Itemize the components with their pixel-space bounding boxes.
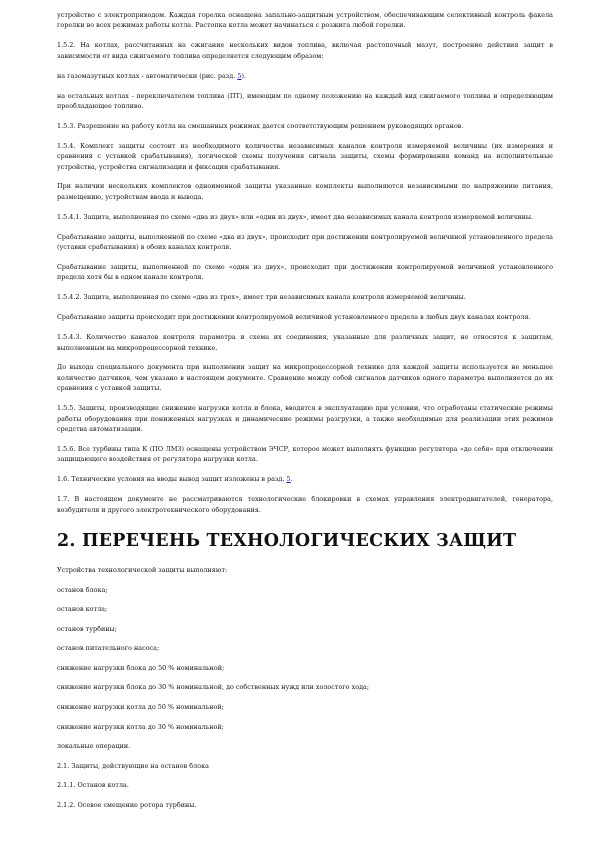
paragraph: Срабатывание защиты, выполненной по схеме «один из двух», происходит при достижении контролируемой величиной установленного предела хотя бы в одном канале контроля. — [57, 263, 553, 282]
list-item: снижение нагрузки блока до 30 % номинальной, до собственных нужд или холостого хода; — [57, 683, 370, 692]
paragraph-text: ). — [241, 71, 247, 80]
paragraph: Срабатывание защиты, выполненной по схеме «два из двух», происходит при достижении контролируемой величиной установленного предела (уставки срабатывания) в обоих каналах контроля. — [57, 232, 553, 252]
list-item: останов турбины; — [57, 624, 117, 633]
paragraph: 1.5.4.2. Защита, выполненная по схеме «два из трех», имеет три независимых канала контроля измеряемой величины. — [57, 293, 466, 302]
list-intro: Устройства технологической защиты выполняют: — [57, 565, 228, 574]
section-link[interactable]: 5 — [286, 475, 291, 484]
paragraph: 1.5.2. На котлах, рассчитанных на сжигание нескольких видов топлива, включая растопочный мазут, построение действия защит в зависимости от вида сжигаемого топлива определяется следующим образом: — [57, 41, 553, 60]
paragraph: 1.5.4.3. Количество каналов контроля параметра и схема их соединения, указанные для различных защит, не относятся к защитам, выполненным на микропроцессорной технике. — [57, 333, 553, 352]
list-item: останов блока; — [57, 585, 108, 594]
paragraph: устройство с электроприводом. Каждая горелка оснащена запально-защитным устройством, обеспечивающим селективный контроль факела горелки во всех режимах работы котла. Растопка котла может начинаться с розжига любой горелки. — [57, 11, 553, 30]
section-link[interactable]: 5 — [237, 71, 242, 80]
list-item: снижение нагрузки котла до 30 % номинальной; — [57, 722, 224, 731]
paragraph: 1.5.4. Комплект защиты состоит из необходимого количества независимых каналов контроля измеряемой величины (их измерения и сравнения с уставкой срабатывания), логической схемы получения сигнала защиты, схемы формирования команд на исполнительные устройства, устройства сигнализации и фиксации срабатывания. — [57, 141, 553, 171]
list-item: локальные операции. — [57, 742, 131, 751]
paragraph: 1.5.6. Все турбины типа К (ПО ЛМЗ) оснащены устройством ЭЧСР, которое может выполнять функцию регулятора «до себя» при отключении защищающего воздействия от регулятора нагрузки котла. — [57, 444, 553, 464]
paragraph — [57, 71, 553, 81]
list-item: снижение нагрузки котла до 50 % номинальной; — [57, 703, 224, 712]
paragraph-text: . — [290, 475, 293, 484]
list-item: снижение нагрузки блока до 50 % номинальной; — [57, 663, 225, 672]
paragraph — [57, 474, 553, 484]
list-item: 2.1.2. Осевое смещение ротора турбины. — [57, 801, 197, 810]
list-item: останов питательного насоса; — [57, 644, 160, 653]
paragraph: 1.7. В настоящем документе не рассматриваются технологические блокировки в схемах управления электродвигателей, генератора, возбудителя и другого электротехнического оборудования. — [57, 495, 553, 514]
paragraph: Срабатывание защиты происходит при достижении контролируемой величиной установленного предела в любых двух каналах контроля. — [57, 313, 531, 322]
paragraph: До выхода специального документа при выполнении защит на микропроцессорной технике для каждой защиты используется не меньшее количество датчиков, чем указано в настоящем документе. Сравнение между собой сигналов датчиков одного параметра выполняется до их сравнения с уставкой защиты. — [57, 363, 553, 393]
paragraph: на остальных котлах - переключателем топлива (ПТ), имеющим по одному положению на каждый вид сжигаемого топлива и определяющим преобладающее топливо. — [57, 91, 553, 110]
section-heading: 2. ПЕРЕЧЕНЬ ТЕХНОЛОГИЧЕСКИХ ЗАЩИТ — [57, 530, 517, 551]
paragraph: 1.5.4.1. Защита, выполненная по схеме «два из двух» или «один из двух», имеет два независимых канала контроля измеряемой величины. — [57, 212, 533, 221]
paragraph-text: 1.6. Технические условия на вводы вывод защит изложены в разд. — [57, 475, 287, 484]
list-item: 2.1. Защиты, действующие на останов блока — [57, 761, 209, 770]
paragraph: При наличии нескольких комплектов одноименной защиты указанные комплекты выполняются независимыми по напряжению питания, размещению, устройствам ввода и вывода. — [57, 182, 553, 201]
paragraph: 1.5.5. Защиты, производящие снижение нагрузки котла и блока, вводятся в эксплуатацию при условии, что отработаны статические режимы работы оборудования при пониженных нагрузках и динамические режимы разгрузки, а также необходимые для реализации этих режимов средства автоматизации. — [57, 404, 553, 433]
protection-list — [57, 565, 553, 811]
list-item: 2.1.1. Останов котла. — [57, 781, 129, 790]
list-item: останов котла; — [57, 605, 108, 614]
paragraph: 1.5.3. Разрешение на работу котла на смешанных режимах дается соответствующим решением руководящих органов. — [57, 121, 464, 130]
paragraph-text: на газомазутных котлах - автоматически (рис. разд. — [57, 71, 238, 80]
